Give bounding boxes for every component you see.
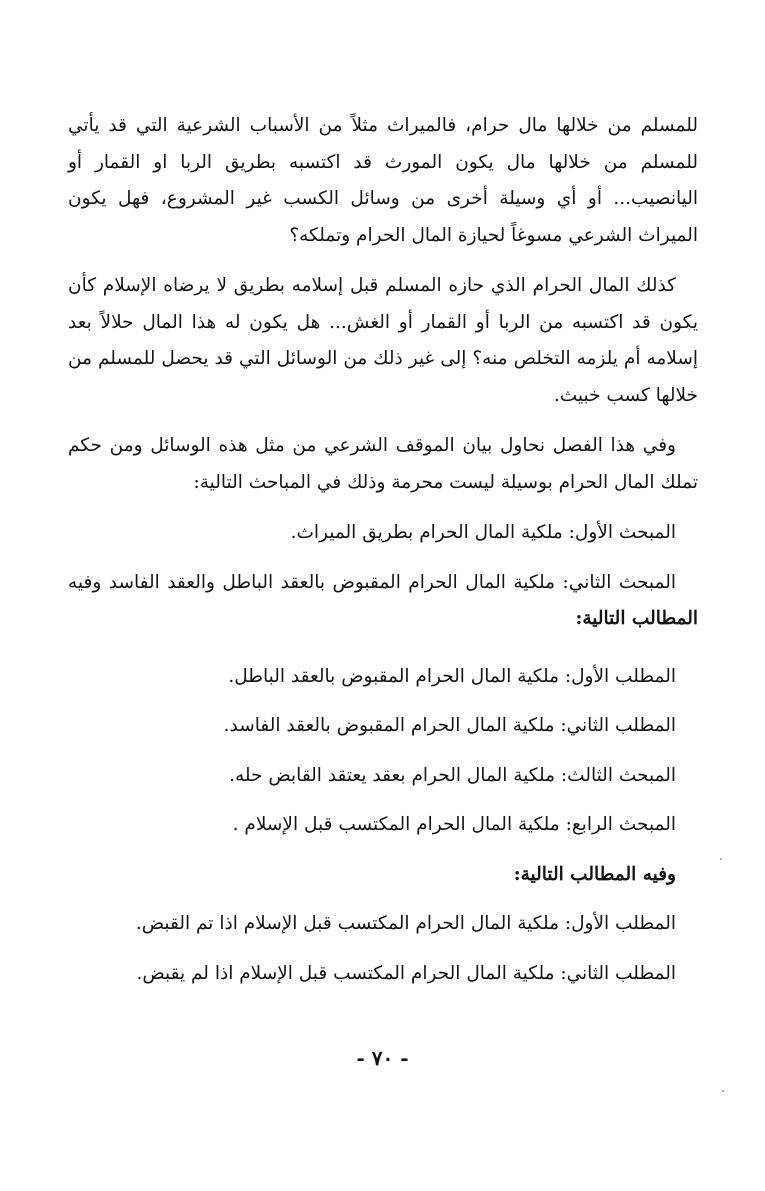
outline-mabhath-4-subheading: وفيه المطالب التالية:: [513, 863, 676, 885]
outline-mabhath-2: [68, 565, 698, 638]
outline-mabhath-2-text: المبحث الثاني: ملكية المال الحرام المقبوض بالعقد الباطل والعقد الفاسد وفيه: [68, 571, 676, 593]
outline-matlab-4-2: المطلب الثاني: ملكية المال الحرام المكتسب قبل الإسلام اذا لم يقبض.: [136, 962, 676, 984]
paragraph-chapter-intro: وفي هذا الفصل نحاول بيان الموقف الشرعي من مثل هذه الوسائل ومن حكم تملك المال الحرام بوسيلة ليست محرمة وذلك في المباحث التالية:: [68, 435, 698, 493]
paragraph-pre-islam-wealth: كذلك المال الحرام الذي حازه المسلم قبل إسلامه بطريق لا يرضاه الإسلام كأن يكون قد اكتسبه من الربا أو القمار أو الغش... هل يكون له هذا المال حلالاً بعد إسلامه أم يلزمه التخلص منه؟ إلى غير ذلك من الوسائل التي قد يحصل للمسلم من خلالها كسب خبيث.: [68, 275, 698, 406]
outline-matlab-2-1: المطلب الأول: ملكية المال الحرام المقبوض بالعقد الباطل.: [228, 665, 676, 687]
outline-mabhath-2-tail: المطالب التالية:: [575, 608, 698, 629]
outline-mabhath-1: المبحث الأول: ملكية المال الحرام بطريق الميراث.: [290, 522, 676, 543]
page-number: - ٧٠ -: [356, 1046, 409, 1070]
scan-speck: [720, 858, 722, 860]
outline-mabhath-4: المبحث الرابع: ملكية المال الحرام المكتسب قبل الإسلام .: [232, 814, 676, 835]
outline-matlab-4-1: المطلب الأول: ملكية المال الحرام المكتسب قبل الإسلام اذا تم القبض.: [135, 913, 676, 934]
scan-speck: [722, 1090, 724, 1092]
outline-matlab-2-2: المطلب الثاني: ملكية المال الحرام المقبوض بالعقد الفاسد.: [223, 715, 676, 736]
paragraph-inheritance: للمسلم من خلالها مال حرام، فالميراث مثلاً من الأسباب الشرعية التي قد يأتي للمسلم من خلالها مال يكون المورث قد اكتسبه بطريق الربا او القمار أو اليانصيب... أو أي وسيلة أخرى من وسائل الكسب غير المشروع، فهل يكون الميراث الشرعي مسوغاً لحيازة المال الحرام وتملكه؟: [68, 115, 698, 246]
outline-mabhath-3: المبحث الثالث: ملكية المال الحرام بعقد يعتقد القابض حله.: [229, 764, 676, 786]
page-body: [68, 108, 698, 992]
